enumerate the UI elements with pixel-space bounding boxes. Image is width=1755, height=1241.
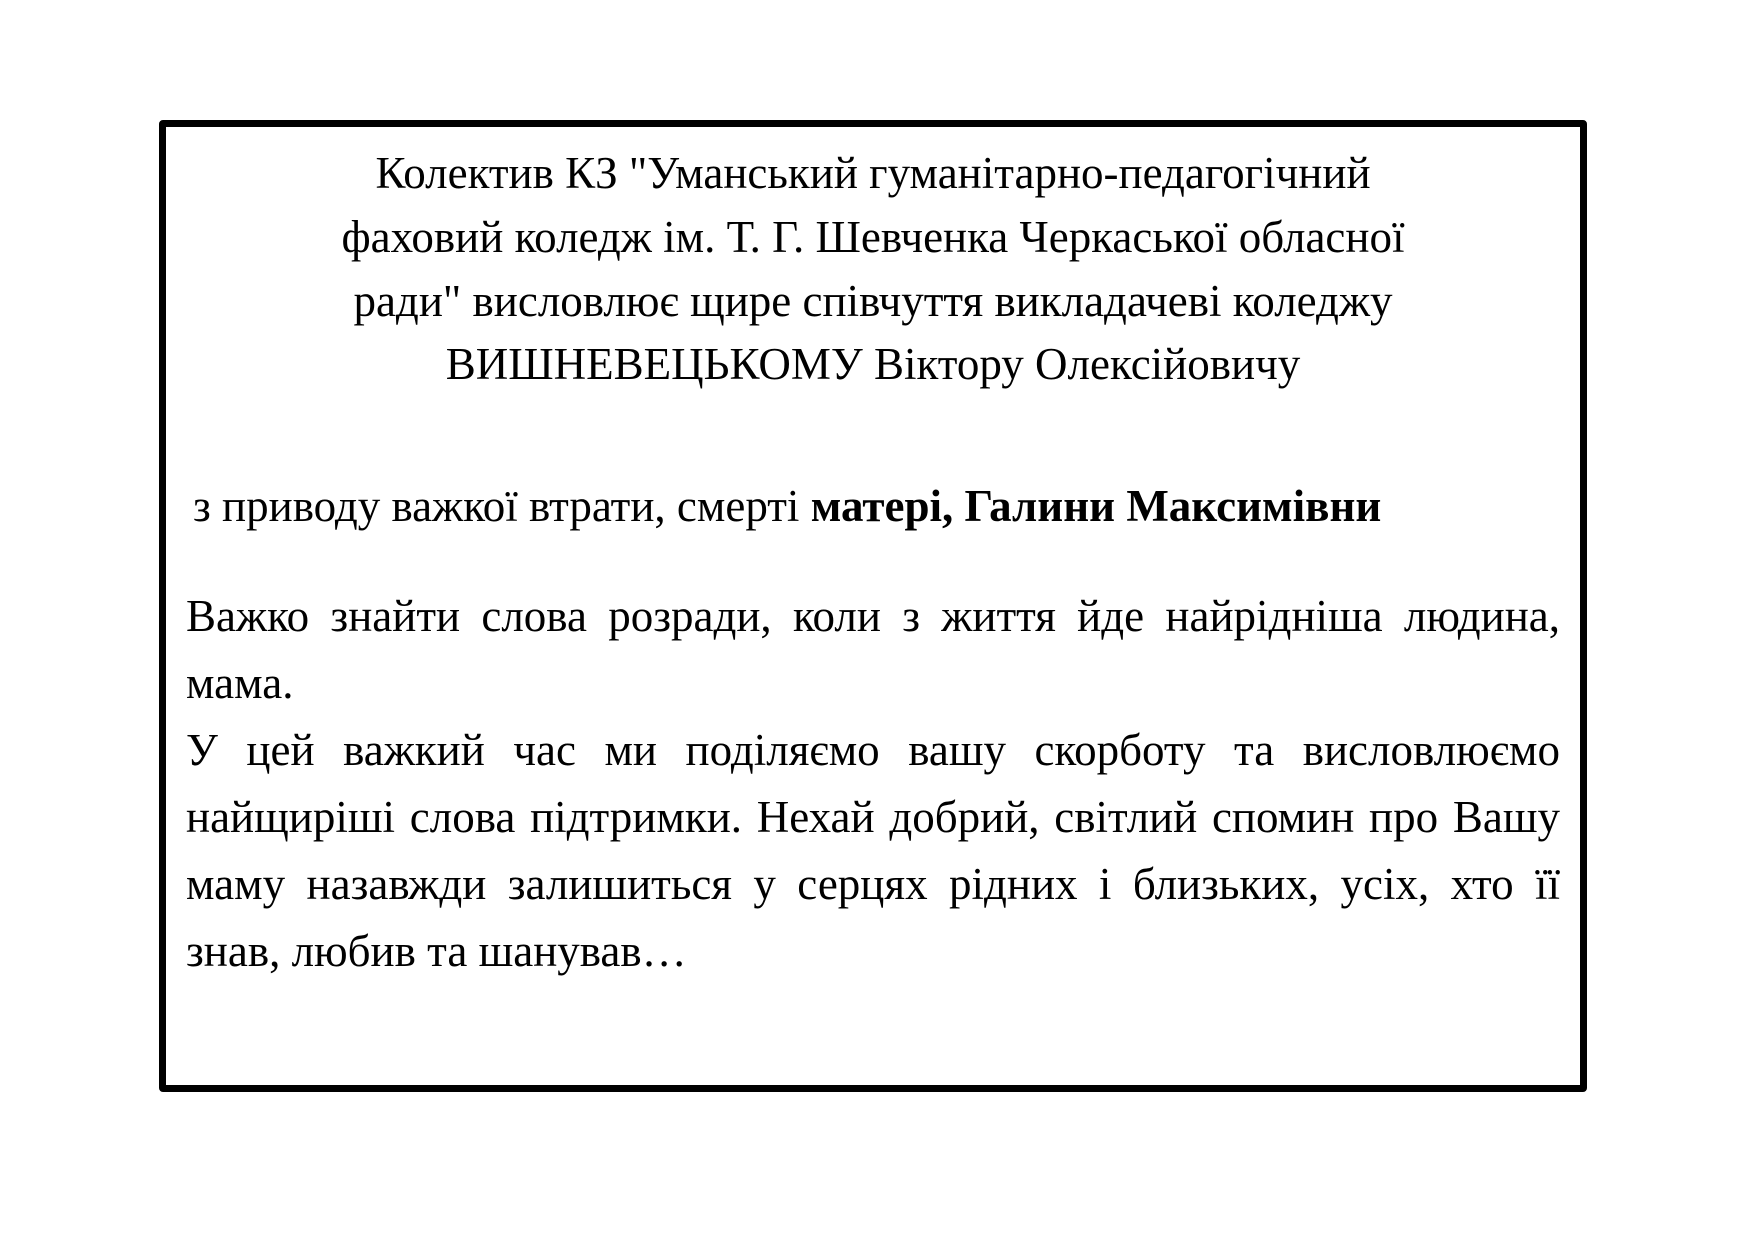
header-line-2: фаховий коледж ім. Т. Г. Шевченка Черкаської обласної [341, 212, 1405, 262]
header-line-4: ВИШНЕВЕЦЬКОМУ Віктору Олексійовичу [445, 339, 1301, 389]
cause-prefix-text: з приводу важкої втрати, смерті [193, 481, 811, 531]
condolence-body [186, 583, 1560, 985]
header-line-3: ради" висловлює щире співчуття викладачеві коледжу [353, 276, 1393, 326]
cause-of-loss-line [193, 478, 1381, 534]
header-line-1: Колектив КЗ "Уманський гуманітарно-педагогічний [375, 148, 1371, 198]
deceased-name: матері, Галини Максимівни [810, 481, 1382, 531]
condolence-notice-frame [159, 120, 1587, 1092]
body-paragraph-2: У цей важкий час ми поділяємо вашу скорботу та висловлюємо найщиріші слова підтримки. Нехай добрий, світлий спомин про Вашу маму назавжди залишиться у серцях рідних і близьких, усіх, хто її знав, любив та шанував… [186, 725, 1560, 976]
body-paragraph-1: Важко знайти слова розради, коли з життя йде найрідніша людина, мама. [186, 591, 1560, 708]
